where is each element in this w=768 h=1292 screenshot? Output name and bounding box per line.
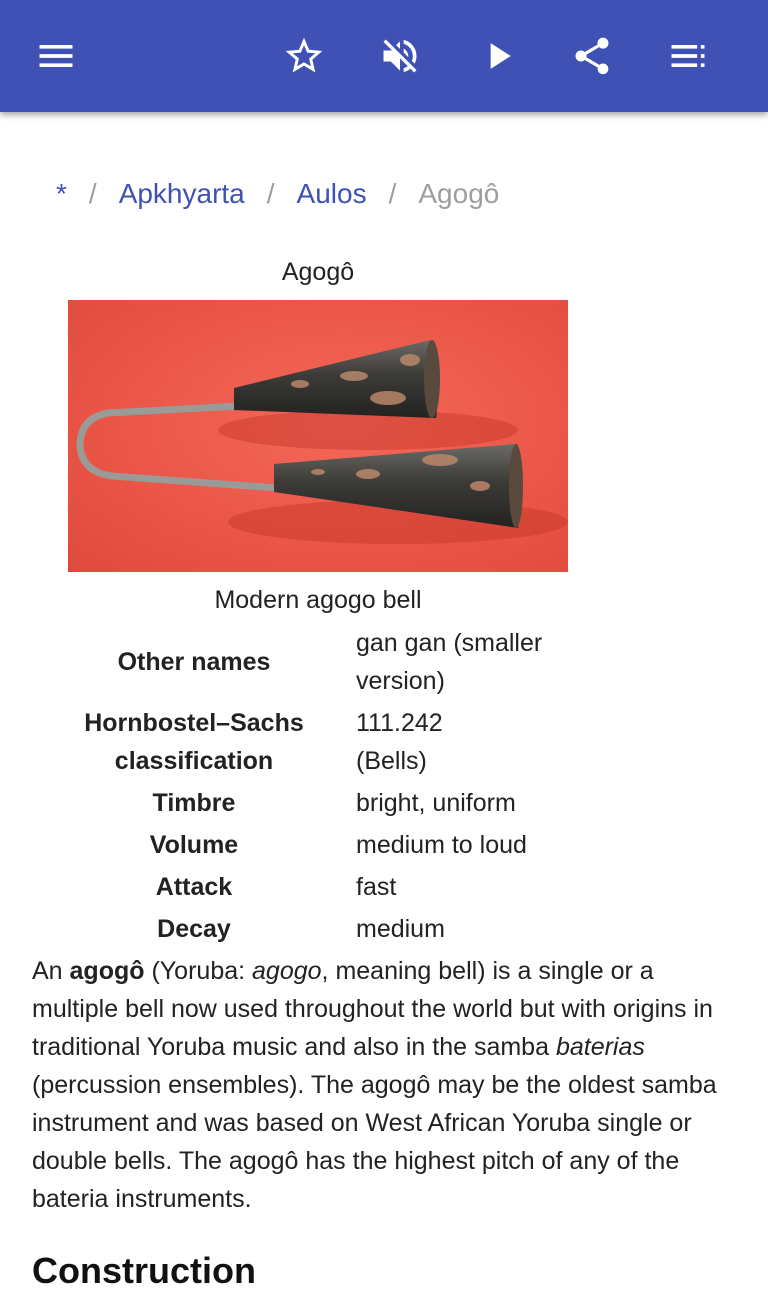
text: (Yoruba:: [144, 957, 253, 985]
row-value: bright, uniform: [356, 789, 516, 817]
row-value-line: 111.242: [356, 709, 443, 737]
breadcrumb-item-apkhyarta[interactable]: Apkhyarta: [118, 178, 245, 209]
row-value: medium to loud: [356, 831, 527, 859]
row-value: [356, 702, 588, 782]
infobox-row: [48, 782, 588, 824]
row-value: [356, 622, 588, 702]
row-label: Attack: [155, 873, 233, 901]
app-toolbar: [0, 0, 768, 112]
row-label: Other names: [117, 648, 271, 676]
infobox-row: [48, 824, 588, 866]
row-value: fast: [356, 873, 397, 901]
breadcrumb-separator: /: [266, 178, 275, 209]
section-heading: Construction: [32, 1250, 256, 1291]
article-term: agogô: [69, 957, 145, 985]
breadcrumb-root[interactable]: *: [56, 178, 67, 209]
yoruba-word: agogo: [252, 957, 322, 985]
breadcrumb-item-aulos[interactable]: Aulos: [296, 178, 367, 209]
agogo-bell-illustration: [68, 300, 568, 572]
row-label: Decay: [157, 915, 231, 943]
volume-off-icon: [378, 34, 422, 78]
infobox-row: [48, 702, 588, 782]
menu-button[interactable]: [24, 24, 88, 88]
playlist-icon: [666, 34, 710, 78]
infobox-row: [48, 622, 588, 702]
play-button[interactable]: [466, 24, 530, 88]
breadcrumb-current: Agogô: [418, 178, 500, 209]
infobox-title: Agogô: [281, 258, 355, 286]
row-value: medium: [356, 915, 445, 943]
row-label: [48, 702, 356, 782]
favorite-button[interactable]: [272, 24, 336, 88]
breadcrumb-separator: /: [88, 178, 97, 209]
row-value-line: (Bells): [356, 747, 427, 775]
row-label: Timbre: [152, 789, 236, 817]
row-label-line[interactable]: Hornbostel–Sachs: [84, 709, 304, 737]
infobox: [48, 258, 588, 943]
text: , meaning bell) is a single or a multiple bell now used throughout the world but with origins in traditional Yoruba music and also in the samba: [32, 957, 713, 1061]
infobox-row: [48, 908, 588, 950]
star-icon: [282, 34, 326, 78]
breadcrumb: [56, 178, 499, 210]
infobox-row: [48, 866, 588, 908]
row-value-line: version): [356, 667, 445, 695]
share-icon: [570, 34, 614, 78]
row-value-line: gan gan (smaller: [356, 629, 543, 657]
breadcrumb-separator: /: [388, 178, 397, 209]
agogo-bell-image[interactable]: [68, 300, 568, 572]
contents-button[interactable]: [656, 24, 720, 88]
text: (percussion ensembles). The agogô may be the oldest samba instrument and was based on West African Yoruba single or double bells. The agogô has the highest pitch of any of the bateria instruments.: [32, 1071, 717, 1213]
row-label: Volume: [149, 831, 239, 859]
mute-button[interactable]: [368, 24, 432, 88]
share-button[interactable]: [560, 24, 624, 88]
image-caption: Modern agogo bell: [214, 586, 422, 614]
infobox-table: [48, 622, 588, 950]
baterias-term: baterias: [555, 1033, 645, 1061]
play-icon: [476, 34, 520, 78]
menu-icon: [34, 34, 78, 78]
text: An: [32, 957, 70, 985]
article-paragraph: [32, 952, 732, 1218]
row-label-line[interactable]: classification: [114, 747, 274, 775]
